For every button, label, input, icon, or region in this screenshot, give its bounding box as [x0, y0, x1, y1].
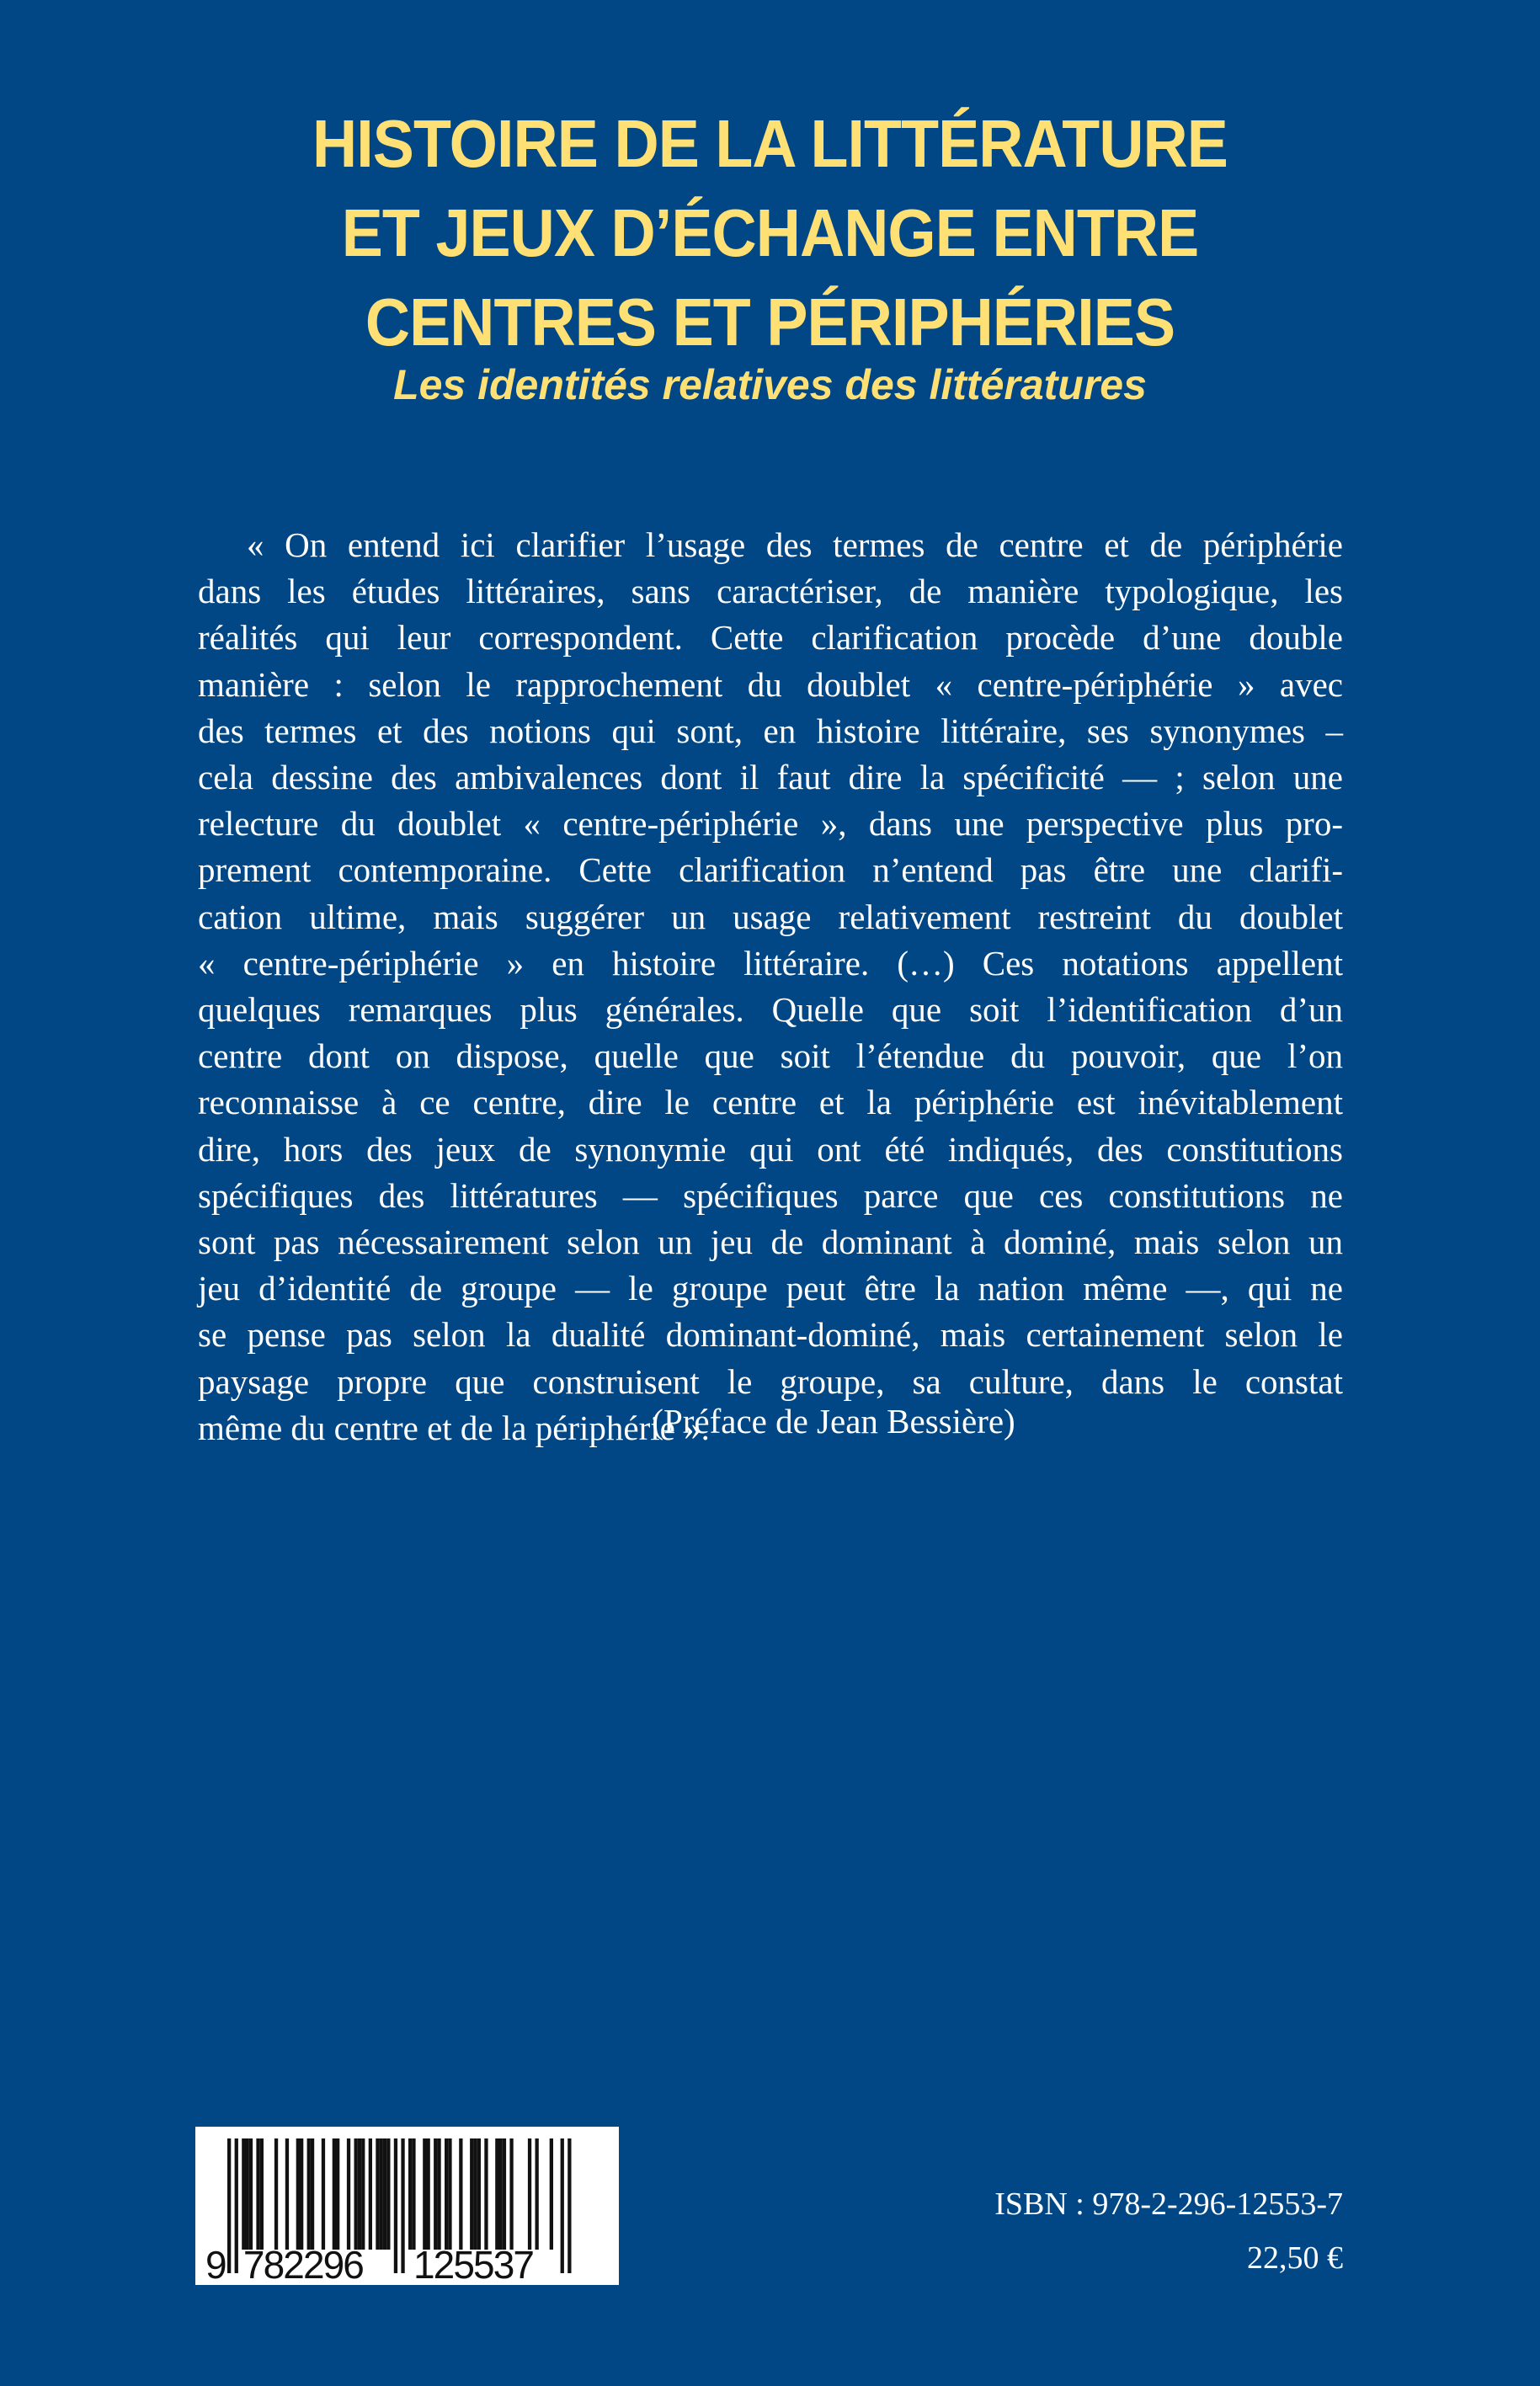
barcode-bar: [383, 2138, 386, 2250]
isbn-number: ISBN : 978-2-296-12553-7: [994, 2186, 1343, 2222]
barcode-bar: [503, 2138, 506, 2250]
blurb-line: centre dont on dispose, quelle que soit l’étendue du pouvoir, que l’on: [198, 1036, 1343, 1076]
barcode-bar: [423, 2138, 426, 2250]
barcode-bar: [347, 2138, 350, 2250]
barcode-bar: [369, 2138, 372, 2250]
barcode-bar: [434, 2138, 437, 2250]
barcode-digits: 9: [205, 2243, 227, 2285]
barcode-bar: [495, 2138, 498, 2250]
blurb-line: manière : selon le rapprochement du doublet « centre-périphérie » avec: [198, 664, 1343, 704]
barcode-bar: [249, 2138, 253, 2250]
barcode-bar: [376, 2138, 379, 2250]
barcode-bar: [499, 2138, 503, 2250]
blurb-line: même du centre et de la périphérie ».: [198, 1408, 710, 1447]
blurb-line: quelques remarques plus générales. Quelle que soit l’identification d’un: [198, 990, 1343, 1030]
book-title: [0, 99, 1540, 367]
barcode-bar: [242, 2138, 245, 2250]
blurb-line: cation ultime, mais suggérer un usage relativement restreint du doublet: [198, 897, 1343, 936]
blurb-line: relecture du doublet « centre-périphérie », dans une perspective plus pro-: [198, 804, 1343, 844]
blurb-line: réalités qui leur correspondent. Cette clarification procède d’une double: [198, 618, 1343, 658]
blurb-line: spécifiques des littératures — spécifiques parce que ces constitutions ne: [198, 1175, 1343, 1215]
barcode-bar: [336, 2138, 339, 2250]
barcode-bar: [448, 2138, 451, 2250]
blurb-line: se pense pas selon la dualité dominant-dominé, mais certainement selon le: [198, 1315, 1343, 1355]
preface-credit: (Préface de Jean Bessière): [652, 1402, 1015, 1441]
barcode-bar: [260, 2138, 264, 2250]
barcode-bar: [354, 2138, 358, 2250]
blurb-line: jeu d’identité de groupe — le groupe peut être la nation même —, qui ne: [198, 1269, 1343, 1308]
blurb-line: prement contemporaine. Cette clarification n’entend pas être une clarifi-: [198, 850, 1343, 890]
blurb-line: dans les études littéraires, sans caractériser, de manière typologique, les: [198, 572, 1343, 611]
barcode-graphic: [195, 2127, 619, 2285]
barcode-digits: 782296: [242, 2243, 365, 2285]
blurb-line: dire, hors des jeux de synonymie qui ont été indiqués, des constitutions: [198, 1129, 1343, 1169]
barcode-bar: [358, 2138, 361, 2250]
barcode-bar: [401, 2138, 404, 2273]
barcode-bar: [361, 2138, 365, 2250]
barcode-bar: [528, 2138, 531, 2250]
blurb-line: des termes et des notions qui sont, en histoire littéraire, ses synonymes –: [198, 711, 1343, 750]
barcode-bar: [550, 2138, 553, 2250]
barcode-digits: 125537: [413, 2243, 535, 2285]
price: 22,50 €: [1247, 2240, 1343, 2276]
title-line-2: ET JEUX D’ÉCHANGE ENTRE: [341, 195, 1199, 270]
title-line-1: HISTOIRE DE LA LITTÉRATURE: [312, 106, 1228, 181]
barcode-bar: [427, 2138, 430, 2250]
barcode-bar: [333, 2138, 336, 2250]
barcode-bar: [473, 2138, 477, 2250]
blurb-line: « On entend ici clarifier l’usage des termes de centre et de périphérie: [247, 525, 1343, 564]
barcode-bar: [274, 2138, 278, 2250]
barcode-bar: [307, 2138, 311, 2250]
barcode-bar: [380, 2138, 383, 2250]
barcode-bar: [437, 2138, 440, 2250]
barcode-bar: [568, 2138, 571, 2273]
barcode-bar: [561, 2138, 564, 2273]
isbn-barcode: [195, 2127, 619, 2285]
barcode-bar: [412, 2138, 415, 2250]
barcode-bar: [311, 2138, 314, 2250]
book-subtitle: Les identités relatives des littératures: [393, 361, 1147, 408]
barcode-bar: [394, 2138, 397, 2273]
barcode-bar: [285, 2138, 289, 2250]
barcode-bar: [300, 2138, 303, 2250]
barcode-bar: [477, 2138, 481, 2250]
barcode-bar: [256, 2138, 259, 2250]
blurb-line: paysage propre que construisent le groupe, sa culture, dans le constat: [198, 1361, 1343, 1401]
barcode-bar: [296, 2138, 300, 2250]
barcode-bar: [246, 2138, 249, 2250]
blurb-line: sont pas nécessairement selon un jeu de dominant à dominé, mais selon un: [198, 1222, 1343, 1262]
barcode-bar: [235, 2138, 238, 2273]
barcode-bar: [536, 2138, 539, 2250]
barcode-bar: [322, 2138, 325, 2250]
barcode-bar: [459, 2138, 462, 2250]
barcode-bar: [445, 2138, 448, 2250]
barcode-bar: [484, 2138, 488, 2250]
barcode-bar: [408, 2138, 412, 2250]
blurb-text: [198, 522, 1343, 1451]
barcode-bar: [470, 2138, 473, 2250]
barcode-bar: [227, 2138, 231, 2273]
blurb-line: « centre-périphérie » en histoire littéraire. (…) Ces notations appellent: [198, 943, 1343, 983]
blurb-line: reconnaisse à ce centre, dire le centre et la périphérie est inévitablement: [198, 1083, 1343, 1122]
title-line-3: CENTRES ET PÉRIPHÉRIES: [365, 285, 1175, 359]
barcode-bar: [386, 2138, 390, 2250]
blurb-line: cela dessine des ambivalences dont il faut dire la spécificité — ; selon une: [198, 758, 1343, 797]
barcode-bar: [509, 2138, 513, 2250]
